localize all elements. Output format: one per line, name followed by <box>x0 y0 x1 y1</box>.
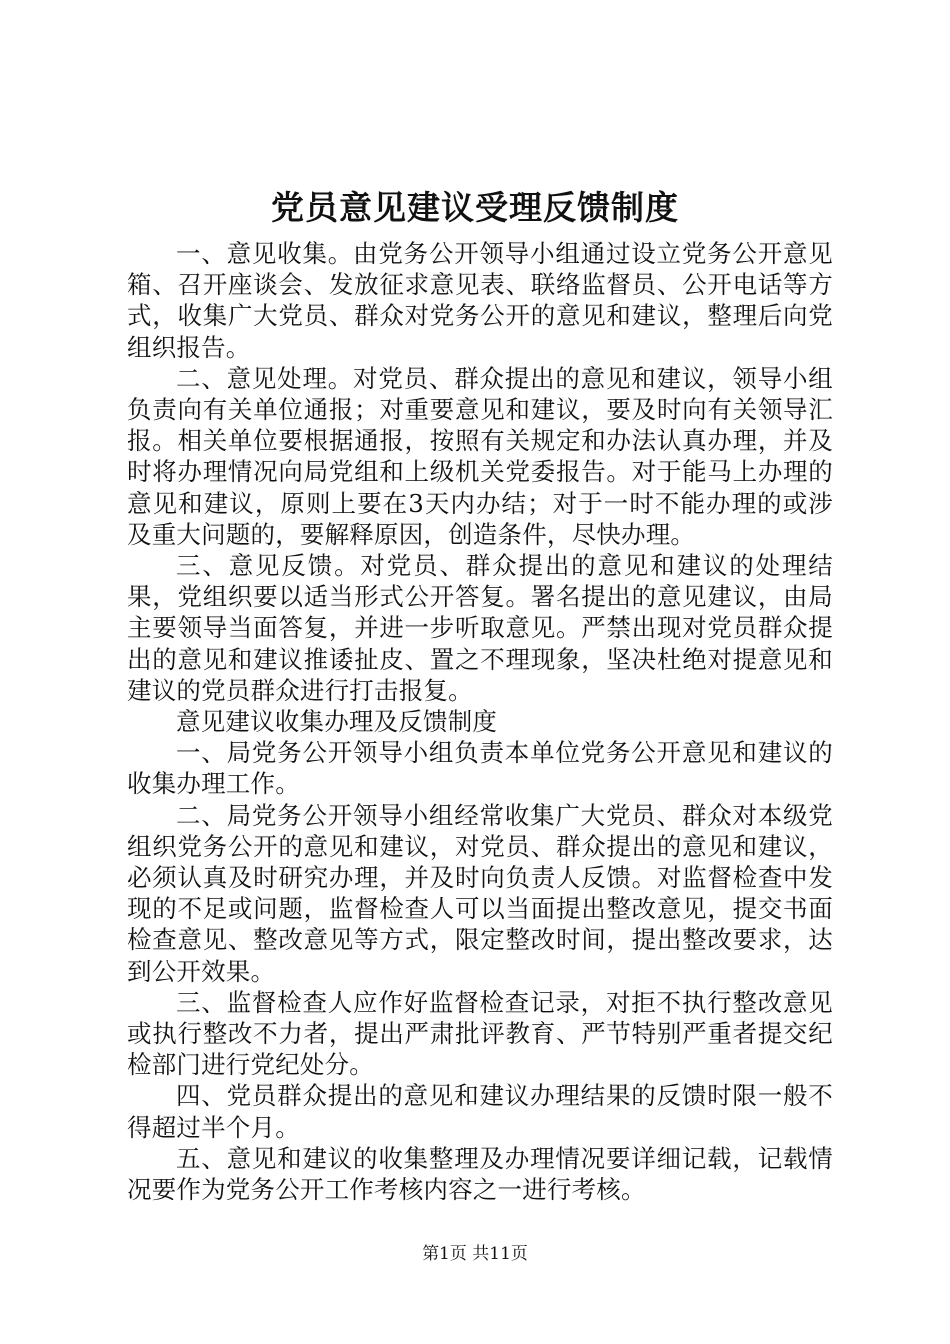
paragraph-3: 三、意见反馈。对党员、群众提出的意见和建议的处理结果，党组织要以适当形式公开答复。署名提出的意见建议，由局主要领导当面答复，并进一步听取意见。严禁出现对党员群众提出的意见和建议推诿扯皮、置之不理现象，坚决杜绝对提意见和建议的党员群众进行打击报复。 <box>127 551 833 705</box>
section-heading: 意见建议收集办理及反馈制度 <box>176 707 498 737</box>
paragraph-5: 一、局党务公开领导小组负责本单位党务公开意见和建议的收集办理工作。 <box>127 738 833 799</box>
page-number: 第1页 共11页 <box>422 1244 528 1264</box>
paragraph-8: 四、党员群众提出的意见和建议办理结果的反馈时限一般不得超过半个月。 <box>127 1081 833 1142</box>
document-title: 党员意见建议受理反馈制度 <box>271 188 679 227</box>
paragraph-7: 三、监督检查人应作好监督检查记录，对拒不执行整改意见或执行整改不力者，提出严肃批评教育、严节特别严重者提交纪检部门进行党纪处分。 <box>127 987 833 1080</box>
paragraph-1: 一、意见收集。由党务公开领导小组通过设立党务公开意见箱、召开座谈会、发放征求意见表、联络监督员、公开电话等方式，收集广大党员、群众对党务公开的意见和建议，整理后向党组织报告。 <box>127 239 833 362</box>
paragraph-6: 二、局党务公开领导小组经常收集广大党员、群众对本级党组织党务公开的意见和建议，对党员、群众提出的意见和建议，必须认真及时研究办理，并及时向负责人反馈。对监督检查中发现的不足或问题，监督检查人可以当面提出整改意见，提交书面检查意见、整改意见等方式，限定整改时间，提出整改要求，达到公开效果。 <box>127 800 833 986</box>
document-body <box>127 238 833 1205</box>
paragraph-2: 二、意见处理。对党员、群众提出的意见和建议，领导小组负责向有关单位通报；对重要意见和建议，要及时向有关领导汇报。相关单位要根据通报，按照有关规定和办法认真办理，并及时将办理情况向局党组和上级机关党委报告。对于能马上办理的意见和建议，原则上要在3天内办结；对于一时不能办理的或涉及重大问题的，要解释原因，创造条件，尽快办理。 <box>127 363 833 549</box>
paragraph-9: 五、意见和建议的收集整理及办理情况要详细记载，记载情况要作为党务公开工作考核内容之一进行考核。 <box>127 1143 833 1205</box>
